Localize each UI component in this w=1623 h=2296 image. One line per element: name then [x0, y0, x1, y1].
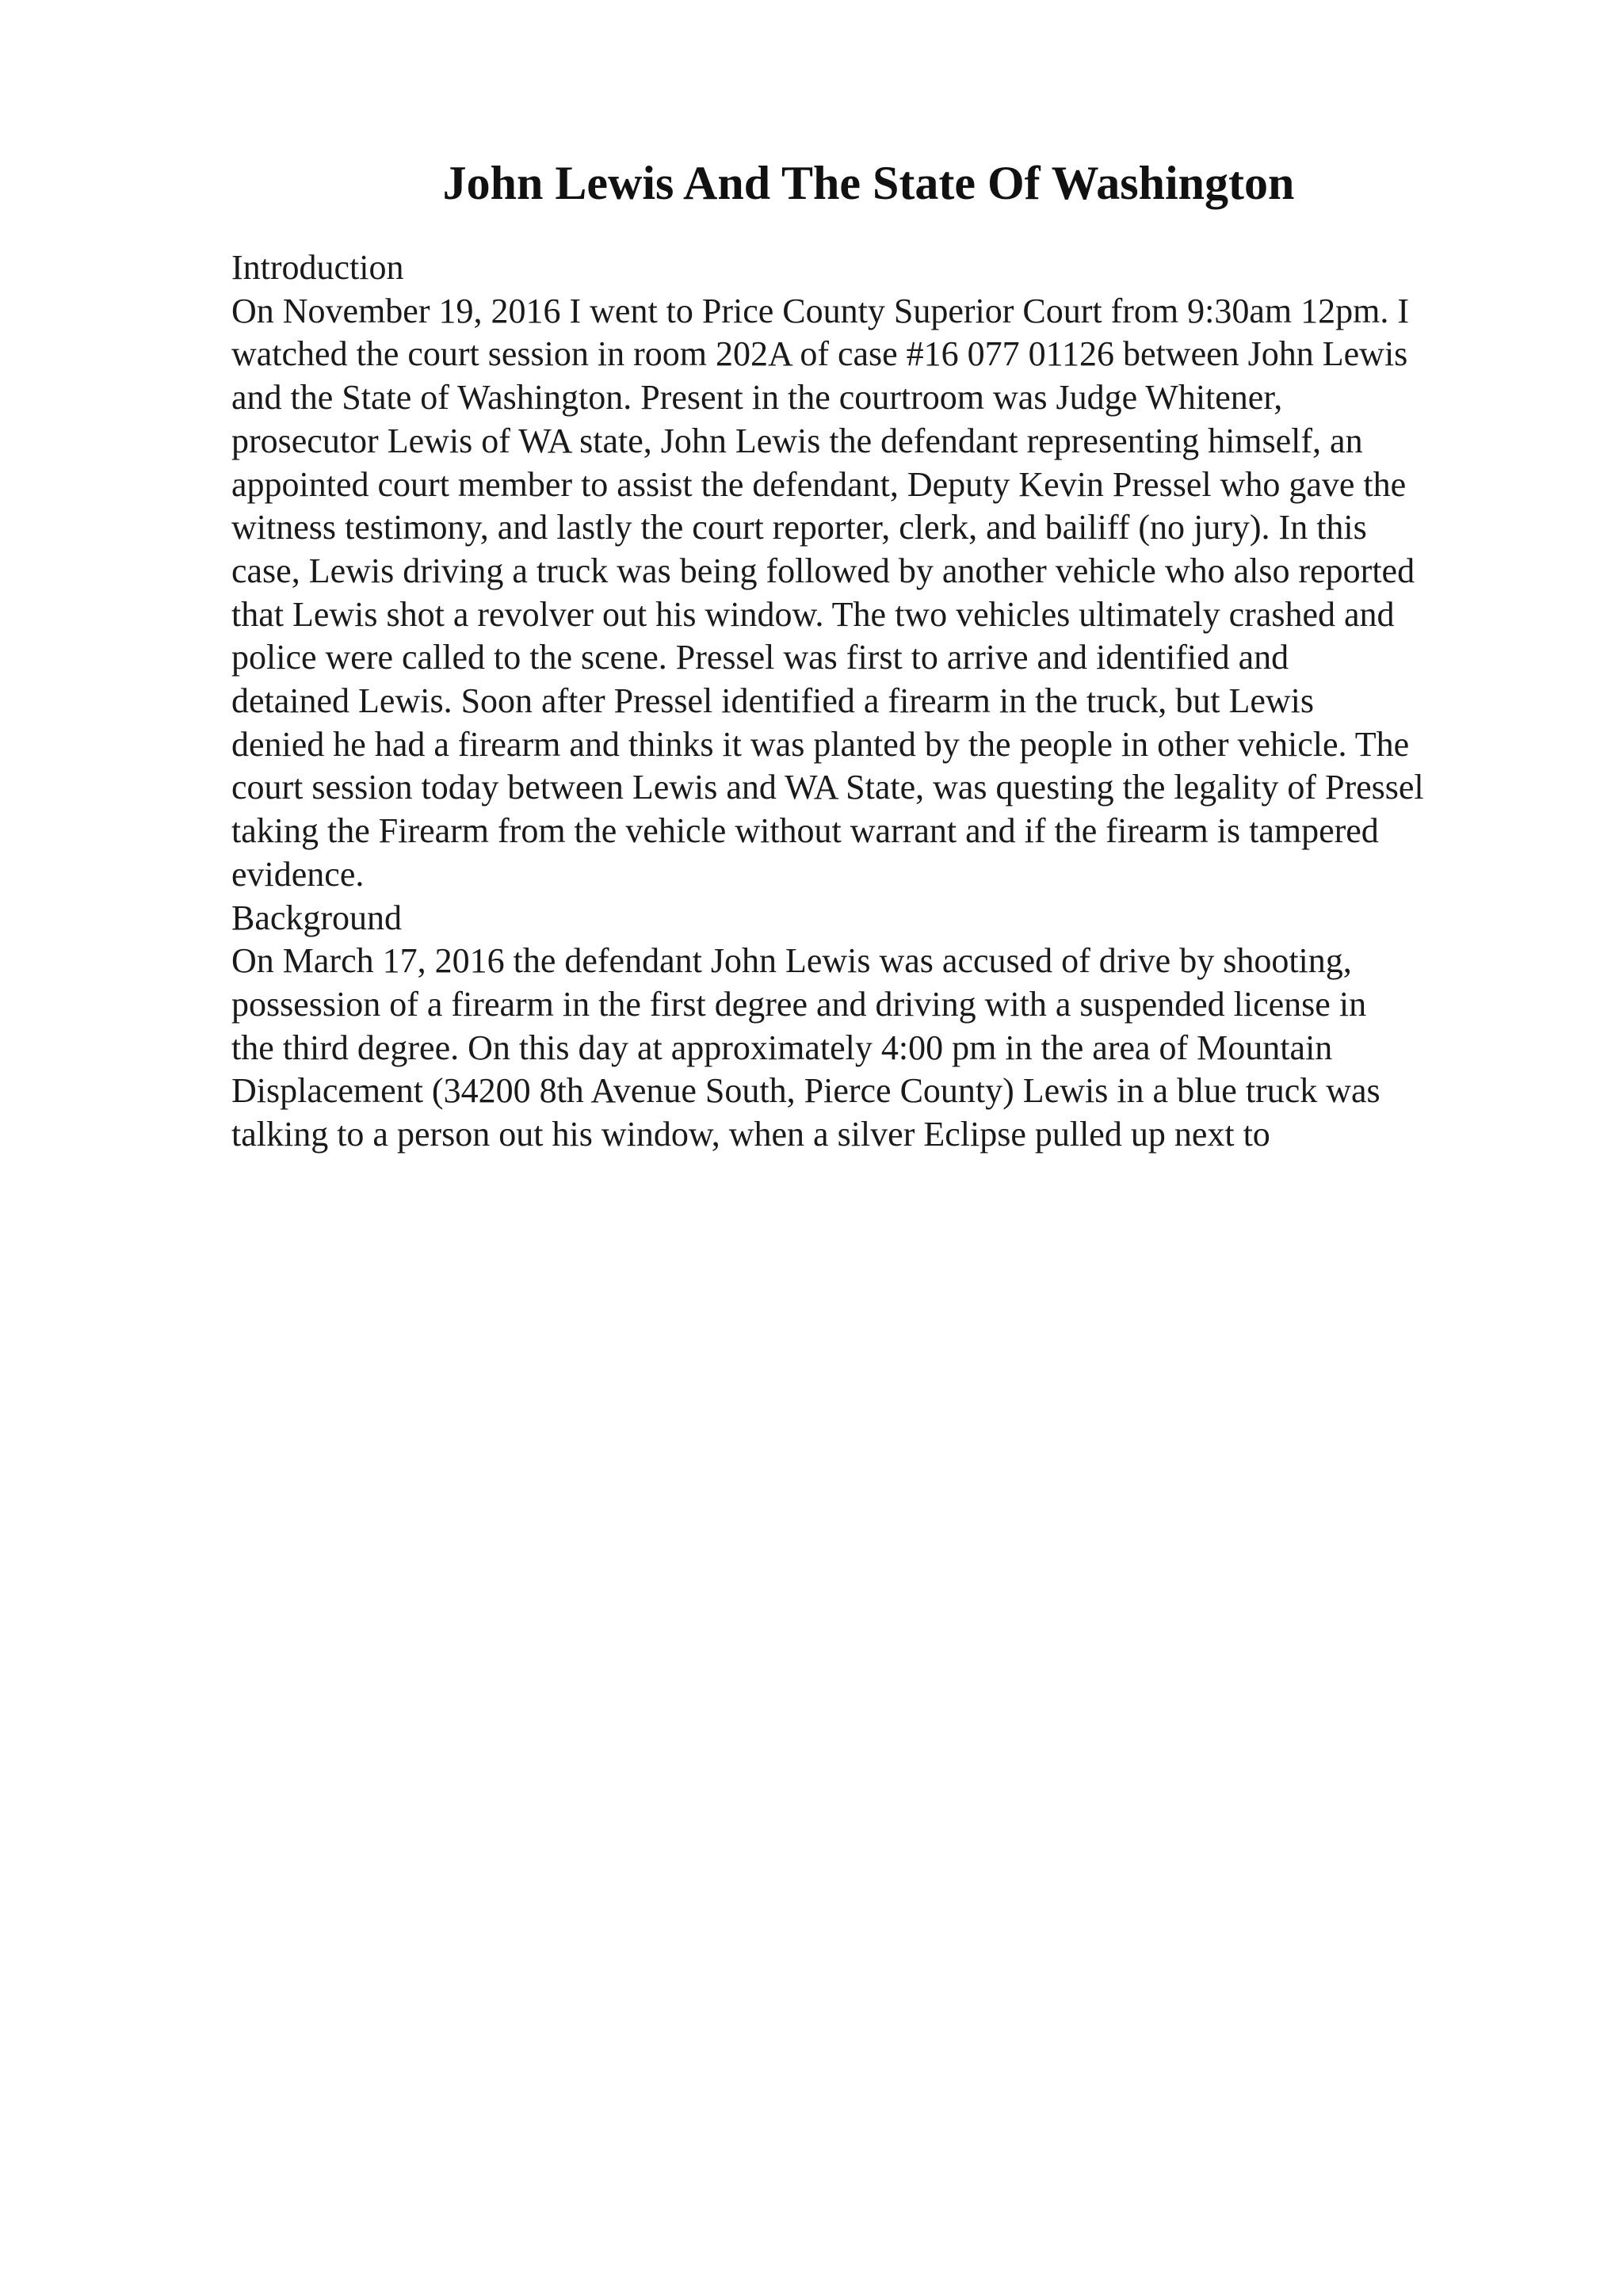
- text-line: denied he had a firearm and thinks it was planted by the people in other vehicle. The: [231, 724, 1410, 764]
- text-line: detained Lewis. Soon after Pressel identified a firearm in the truck, but Lewis: [231, 681, 1315, 721]
- paragraph: [231, 290, 1594, 897]
- text-line: police were called to the scene. Pressel was first to arrive and identified and: [231, 638, 1289, 677]
- text-line: prosecutor Lewis of WA state, John Lewis the defendant representing himself, an: [231, 421, 1363, 460]
- paragraph: [231, 940, 1594, 1157]
- section-heading: Background: [231, 898, 403, 937]
- text-line: court session today between Lewis and WA State, was questing the legality of Pressel: [231, 768, 1424, 807]
- text-line: that Lewis shot a revolver out his window. The two vehicles ultimately crashed and: [231, 594, 1395, 634]
- text-line: possession of a firearm in the first degree and driving with a suspended license in: [231, 984, 1367, 1024]
- text-line: watched the court session in room 202A of case #16 077 01126 between John Lewis: [231, 334, 1408, 374]
- section-background: [231, 897, 1594, 1157]
- text-line: On November 19, 2016 I went to Price County Superior Court from 9:30am 12pm. I: [231, 291, 1410, 330]
- text-line: and the State of Washington. Present in the courtroom was Judge Whitener,: [231, 378, 1283, 418]
- section-heading: Introduction: [231, 248, 404, 287]
- text-line: taking the Firearm from the vehicle without warrant and if the firearm is tampered: [231, 811, 1379, 851]
- text-line: talking to a person out his window, when a silver Eclipse pulled up next to: [231, 1115, 1270, 1154]
- section-introduction: [231, 246, 1594, 897]
- document-body: [231, 246, 1594, 1157]
- text-line: On March 17, 2016 the defendant John Lewis was accused of drive by shooting,: [231, 941, 1352, 981]
- text-line: evidence.: [231, 854, 365, 894]
- text-line: the third degree. On this day at approximately 4:00 pm in the area of Mountain: [231, 1028, 1333, 1067]
- text-line: Displacement (34200 8th Avenue South, Pierce County) Lewis in a blue truck was: [231, 1071, 1381, 1111]
- text-line: case, Lewis driving a truck was being followed by another vehicle who also reported: [231, 551, 1415, 590]
- text-line: witness testimony, and lastly the court reporter, clerk, and bailiff (no jury). In this: [231, 508, 1367, 547]
- document-title: John Lewis And The State Of Washington: [442, 157, 1295, 209]
- text-line: appointed court member to assist the defendant, Deputy Kevin Pressel who gave the: [231, 464, 1407, 504]
